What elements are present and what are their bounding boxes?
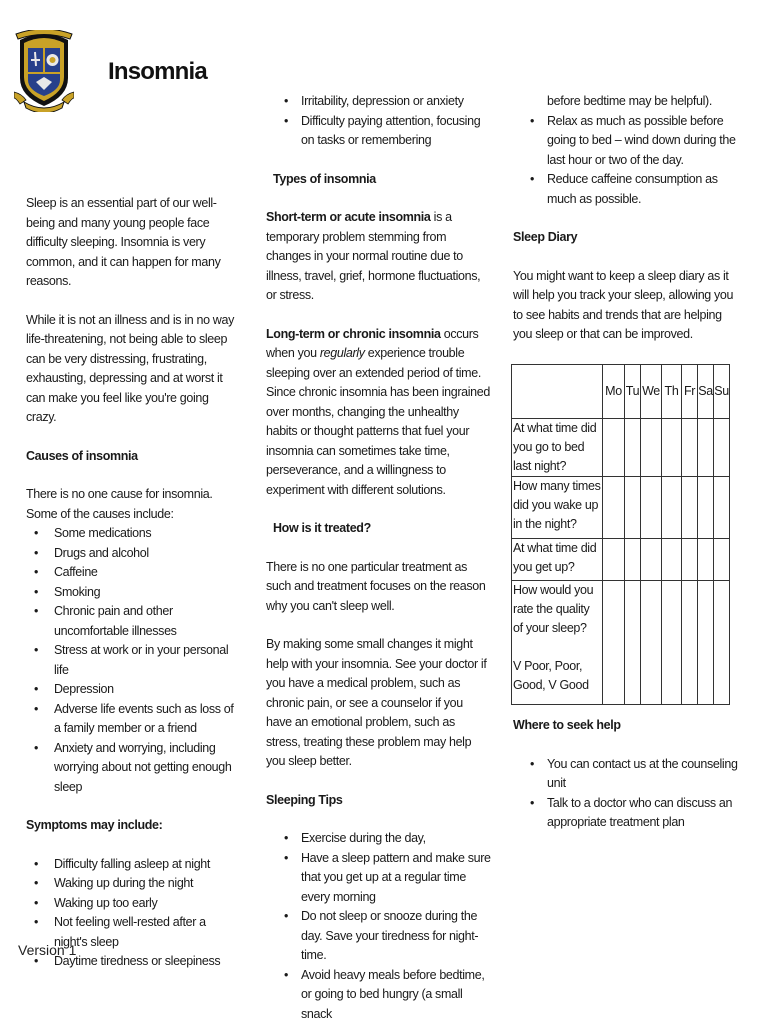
diary-entry-cell[interactable]	[714, 477, 730, 539]
list-item: • Do not sleep or snooze during the day. Save your tiredness for night-time.	[266, 907, 491, 966]
diary-entry-cell[interactable]	[641, 581, 662, 705]
long-term-emphasis: regularly	[319, 346, 365, 360]
causes-intro: There is no one cause for insomnia. Some of the causes include:	[26, 487, 213, 521]
diary-entry-cell[interactable]	[641, 539, 662, 581]
sleep-diary-table	[511, 364, 730, 705]
list-item: • Adverse life events such as loss of a family member or a friend	[26, 700, 241, 739]
types-heading: Types of insomnia	[273, 171, 376, 186]
column-right-lower	[513, 716, 738, 833]
causes-list	[26, 524, 241, 797]
list-item: • Stress at work or in your personal life	[26, 641, 241, 680]
school-crest-logo	[14, 30, 74, 112]
question-cell: How would you rate the quality of your sleep? V Poor, Poor, Good, V Good	[512, 581, 603, 705]
list-item-continued	[513, 92, 738, 112]
table-header-row	[512, 365, 730, 419]
diary-entry-cell[interactable]	[682, 477, 698, 539]
diary-entry-cell[interactable]	[662, 477, 682, 539]
list-item: • Anxiety and worrying, including worrying about not getting enough sleep	[26, 739, 241, 798]
long-term-text-a: occurs when you	[266, 326, 479, 360]
diary-entry-cell[interactable]	[698, 419, 714, 477]
list-item: • Waking up during the night	[26, 874, 241, 894]
list-item: • Difficulty paying attention, focusing on tasks or remembering	[266, 112, 491, 151]
table-row	[512, 581, 730, 705]
list-item: • Caffeine	[26, 563, 241, 583]
diary-heading: Sleep Diary	[513, 230, 578, 244]
help-heading: Where to seek help	[513, 718, 621, 732]
tips-heading: Sleeping Tips	[266, 792, 343, 807]
tip-continued-text: before bedtime may be helpful).	[547, 94, 712, 108]
table-row	[512, 477, 730, 539]
symptoms-heading: Symptoms may include:	[26, 818, 163, 832]
table-row	[512, 419, 730, 477]
diary-entry-cell[interactable]	[714, 539, 730, 581]
help-list	[513, 755, 738, 833]
day-header: We	[641, 365, 662, 419]
list-item: • Irritability, depression or anxiety	[266, 92, 491, 112]
list-item: • Drugs and alcohol	[26, 544, 241, 564]
diary-entry-cell[interactable]	[603, 539, 625, 581]
diary-entry-cell[interactable]	[662, 419, 682, 477]
list-item: • Talk to a doctor who can discuss an appropriate treatment plan	[513, 794, 738, 833]
treated-paragraph-1: There is no one particular treatment as such and treatment focuses on the reason why you can't sleep well.	[266, 559, 486, 613]
list-item: • You can contact us at the counseling unit	[513, 755, 738, 794]
day-header: Tu	[625, 365, 641, 419]
diary-entry-cell[interactable]	[603, 419, 625, 477]
diary-entry-cell[interactable]	[641, 477, 662, 539]
short-term-paragraph	[266, 208, 491, 306]
diary-entry-cell[interactable]	[662, 581, 682, 705]
list-item: • Waking up too early	[26, 894, 241, 914]
column-right	[513, 92, 738, 345]
list-item: • Some medications	[26, 524, 241, 544]
diary-entry-cell[interactable]	[698, 581, 714, 705]
diary-entry-cell[interactable]	[682, 539, 698, 581]
diary-entry-cell[interactable]	[625, 539, 641, 581]
intro-paragraph-2: While it is not an illness and is in no way life-threatening, not being able to sleep can be very distressing, frustrating, exhausting, depressing and at worst it can make you feel like you're going crazy.	[26, 312, 234, 424]
diary-entry-cell[interactable]	[603, 581, 625, 705]
short-term-term: Short-term or acute insomnia	[266, 210, 431, 224]
diary-entry-cell[interactable]	[698, 539, 714, 581]
causes-heading: Causes of insomnia	[26, 448, 138, 463]
short-term-text: is a temporary problem stemming from changes in your normal routine due to illness, travel, grief, hormone fluctuations, or stress.	[266, 210, 481, 302]
list-item: • Not feeling well-rested after a night's sleep	[26, 913, 241, 952]
day-header: Fr	[682, 365, 698, 419]
list-item: • Depression	[26, 680, 241, 700]
symptoms-list-continued	[266, 92, 491, 151]
long-term-paragraph	[266, 325, 491, 501]
list-item: • Exercise during the day,	[266, 829, 491, 849]
tips-list	[266, 829, 491, 1024]
diary-entry-cell[interactable]	[714, 419, 730, 477]
list-item: • Difficulty falling asleep at night	[26, 855, 241, 875]
day-header: Sa	[698, 365, 714, 419]
question-cell: At what time did you get up?	[512, 539, 603, 581]
list-item: • Smoking	[26, 583, 241, 603]
list-item: • Have a sleep pattern and make sure that you get up at a regular time every morning	[266, 849, 491, 908]
table-corner-cell	[512, 365, 603, 419]
column-middle	[266, 92, 491, 1024]
question-cell: At what time did you go to bed last night?	[512, 419, 603, 477]
diary-entry-cell[interactable]	[625, 581, 641, 705]
day-header: Th	[662, 365, 682, 419]
treated-paragraph-2: By making some small changes it might help with your insomnia. See your doctor if you have a medical problem, such as chronic pain, or see a counselor if you have an emotional problem, such as stress, treating these problem may help you sleep better.	[266, 637, 487, 768]
diary-entry-cell[interactable]	[698, 477, 714, 539]
day-header: Su	[714, 365, 730, 419]
diary-entry-cell[interactable]	[682, 581, 698, 705]
list-item: • Chronic pain and other uncomfortable illnesses	[26, 602, 241, 641]
diary-entry-cell[interactable]	[625, 419, 641, 477]
long-term-term: Long-term or chronic insomnia	[266, 326, 441, 341]
diary-entry-cell[interactable]	[662, 539, 682, 581]
diary-entry-cell[interactable]	[714, 581, 730, 705]
list-item: • Daytime tiredness or sleepiness	[26, 952, 241, 972]
list-item: • Relax as much as possible before going to bed – wind down during the last hour or two of the day.	[513, 112, 738, 171]
diary-intro: You might want to keep a sleep diary as it will help you track your sleep, allowing you to see habits and trends that are helping you sleep or that can be improved.	[513, 268, 734, 341]
long-term-text-b: experience trouble sleeping over an extended period of time. Since chronic insomnia has been ingrained over months, changing the unhealthy habits or thought patterns that fuel your insomnia can sometimes take time, perseverance, and a willingness to experiment with different solutions.	[266, 346, 490, 497]
list-item: • Avoid heavy meals before bedtime, or going to bed hungry (a small snack	[266, 966, 491, 1024]
diary-entry-cell[interactable]	[625, 477, 641, 539]
diary-entry-cell[interactable]	[641, 419, 662, 477]
column-left	[26, 194, 241, 972]
treated-heading: How is it treated?	[273, 521, 371, 535]
version-label: Version 1	[18, 942, 77, 958]
intro-paragraph-1: Sleep is an essential part of our well-being and many young people face difficulty sleeping. Insomnia is very common, and it can happen for many reasons.	[26, 196, 221, 288]
tips-list-continued	[513, 92, 738, 209]
diary-entry-cell[interactable]	[682, 419, 698, 477]
page-title: Insomnia	[108, 58, 207, 85]
list-item: • Reduce caffeine consumption as much as possible.	[513, 170, 738, 209]
table-row	[512, 539, 730, 581]
diary-entry-cell[interactable]	[603, 477, 625, 539]
day-header: Mo	[603, 365, 625, 419]
question-cell: How many times did you wake up in the night?	[512, 477, 603, 539]
